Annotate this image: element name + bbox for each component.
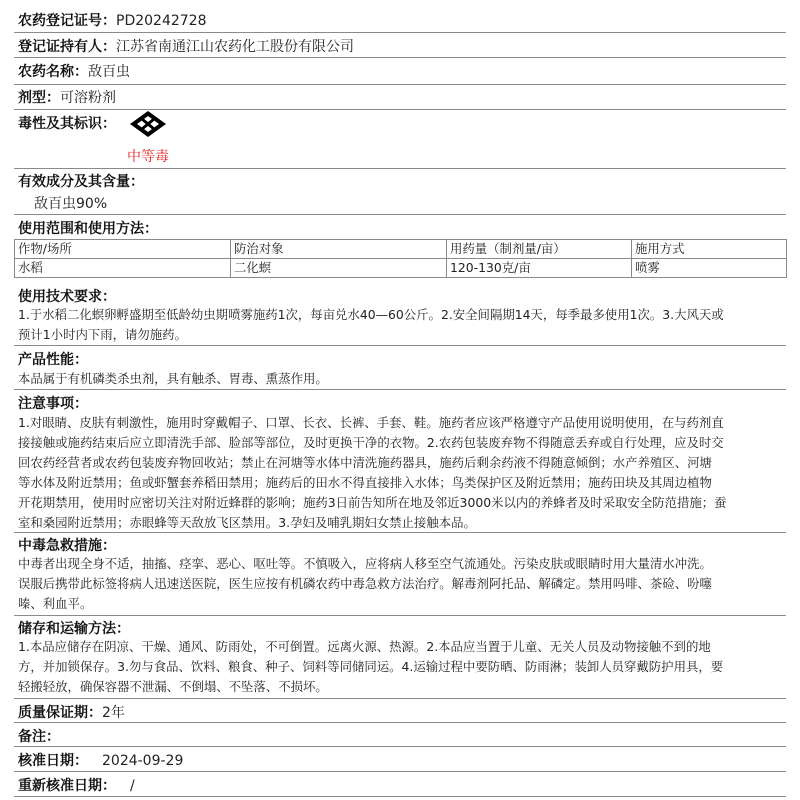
usage-header-method: 施用方式	[632, 240, 787, 259]
text-line: 开花期禁用，使用时应密切关注对附近蜂群的影响；施药3日前告知所在地及邻近3000米以内的养蜂者及时采取安全防范措施；蚕	[18, 495, 727, 510]
first-aid-text	[18, 554, 780, 614]
divider	[14, 345, 786, 346]
text-line: 轻搬轻放，确保容器不泄漏、不倒塌、不坠落、不损坏。	[18, 679, 328, 694]
holder-label: 登记证持有人：	[18, 39, 116, 55]
divider	[14, 771, 786, 772]
toxicity-row	[18, 113, 116, 133]
divider	[14, 698, 786, 699]
usage-cell-method: 喷雾	[632, 259, 787, 278]
usage-cell-crop: 水稻	[15, 259, 231, 278]
toxicity-diamond-icon	[128, 110, 168, 138]
precautions-heading-row	[18, 393, 88, 413]
holder-value: 江苏省南通江山农药化工股份有限公司	[116, 39, 354, 55]
tech-heading-row	[18, 286, 116, 306]
notes-row	[18, 726, 60, 746]
formulation-row	[18, 87, 116, 107]
divider	[14, 722, 786, 723]
performance-heading-row	[18, 349, 88, 369]
approval-date-label: 核准日期：	[18, 753, 88, 769]
notes-label: 备注：	[18, 729, 60, 745]
text-line: 接接触或施药结束后应立即清洗手部、脸部等部位，及时更换干净的衣物。2.农药包装废弃物不得随意丢弃或自行处理，应及时交	[18, 435, 724, 450]
divider	[14, 746, 786, 747]
pesticide-name-row	[18, 61, 130, 81]
ingredients-row	[18, 171, 144, 191]
warranty-row	[18, 702, 125, 722]
storage-heading-row	[18, 618, 130, 638]
holder-row	[18, 36, 354, 56]
ingredients-value-row	[34, 193, 107, 213]
precautions-text	[18, 413, 780, 533]
registration-number-row	[18, 10, 206, 30]
pesticide-name-label: 农药名称：	[18, 64, 88, 80]
divider	[14, 57, 786, 58]
pesticide-name-value: 敌百虫	[88, 64, 130, 80]
usage-header-crop: 作物/场所	[15, 240, 231, 259]
text-line: 回农药经营者或农药包装废弃物回收站；禁止在河塘等水体中清洗施药器具，施药后剩余药液不得随意倾倒；水产养殖区、河塘	[18, 455, 712, 470]
usage-table-header-row	[15, 240, 787, 259]
divider	[14, 389, 786, 390]
text-line: 1.对眼睛、皮肤有刺激性，施用时穿戴帽子、口罩、长衣、长裤、手套、鞋。施药者应该严格遵守产品使用说明使用，在与药剂直	[18, 415, 724, 430]
formulation-label: 剂型：	[18, 90, 60, 106]
usage-cell-dosage: 120-130克/亩	[447, 259, 632, 278]
usage-table-row	[15, 259, 787, 278]
text-line: 嗪、利血平。	[18, 596, 93, 611]
divider	[14, 532, 786, 533]
warranty-label: 质量保证期：	[18, 705, 102, 721]
reapproval-date-value: /	[130, 778, 135, 794]
divider	[14, 32, 786, 33]
text-line: 方，并加锁保存。3.勿与食品、饮料、粮食、种子、饲料等同储同运。4.运输过程中要防晒、防雨淋；装卸人员穿戴防护用具，要	[18, 659, 724, 674]
usage-header-target: 防治对象	[231, 240, 447, 259]
divider	[14, 214, 786, 215]
toxicity-level-text: 中等毒	[127, 149, 169, 165]
registration-number-value: PD20242728	[116, 13, 207, 29]
formulation-value: 可溶粉剂	[60, 90, 116, 106]
usage-table	[14, 239, 787, 278]
approval-date-value: 2024-09-29	[102, 753, 184, 769]
performance-text	[18, 369, 780, 389]
usage-heading-row	[18, 218, 158, 238]
reapproval-date-row	[18, 775, 135, 795]
divider	[14, 168, 786, 169]
text-line: 1.本品应储存在阴凉、干燥、通风、防雨处，不可倒置。远离火源、热源。2.本品应当置于儿童、无关人员及动物接触不到的地	[18, 639, 711, 654]
approval-date-row	[18, 750, 183, 770]
text-line: 等水体及附近禁用；鱼或虾蟹套养稻田禁用；施药后的田水不得直接排入水体；鸟类保护区及附近禁用；施药田块及其周边植物	[18, 475, 712, 490]
usage-heading: 使用范围和使用方法：	[18, 221, 158, 237]
text-line: 本品属于有机磷类杀虫剂，具有触杀、胃毒、熏蒸作用。	[18, 371, 328, 386]
text-line: 中毒者出现全身不适，抽搐、痉挛、恶心、呕吐等。不慎吸入，应将病人移至空气流通处。污染皮肤或眼睛时用大量清水冲洗。	[18, 556, 712, 571]
warranty-value: 2年	[102, 705, 125, 721]
registration-number-label: 农药登记证号：	[18, 13, 116, 29]
text-line: 误服后携带此标签将病人迅速送医院，医生应按有机磷农药中毒急救方法治疗。解毒剂阿托品、解磷定。禁用吗啡、茶硷、吩噻	[18, 576, 712, 591]
first-aid-heading-row	[18, 535, 116, 555]
text-line: 预计1小时内下雨，请勿施药。	[18, 327, 187, 342]
storage-heading: 储存和运输方法：	[18, 621, 130, 637]
reapproval-date-label: 重新核准日期：	[18, 778, 116, 794]
text-line: 室和桑园附近禁用；赤眼蜂等天敌放飞区禁用。3.孕妇及哺乳期妇女禁止接触本品。	[18, 515, 476, 530]
first-aid-heading: 中毒急救措施：	[18, 538, 116, 554]
ingredients-label: 有效成分及其含量：	[18, 174, 144, 190]
usage-header-dosage: 用药量（制剂量/亩）	[447, 240, 632, 259]
usage-cell-target: 二化螟	[231, 259, 447, 278]
storage-text	[18, 637, 780, 697]
ingredients-value: 敌百虫90%	[34, 196, 108, 212]
performance-heading: 产品性能：	[18, 352, 88, 368]
divider	[14, 84, 786, 85]
tech-heading: 使用技术要求：	[18, 289, 116, 305]
divider	[14, 615, 786, 616]
toxicity-label: 毒性及其标识：	[18, 116, 116, 132]
divider	[14, 796, 786, 797]
precautions-heading: 注意事项：	[18, 396, 88, 412]
text-line: 1.于水稻二化螟卵孵盛期至低龄幼虫期喷雾施药1次，每亩兑水40—60公斤。2.安全间隔期14天，每季最多使用1次。3.大风天或	[18, 307, 724, 322]
tech-text	[18, 305, 780, 345]
